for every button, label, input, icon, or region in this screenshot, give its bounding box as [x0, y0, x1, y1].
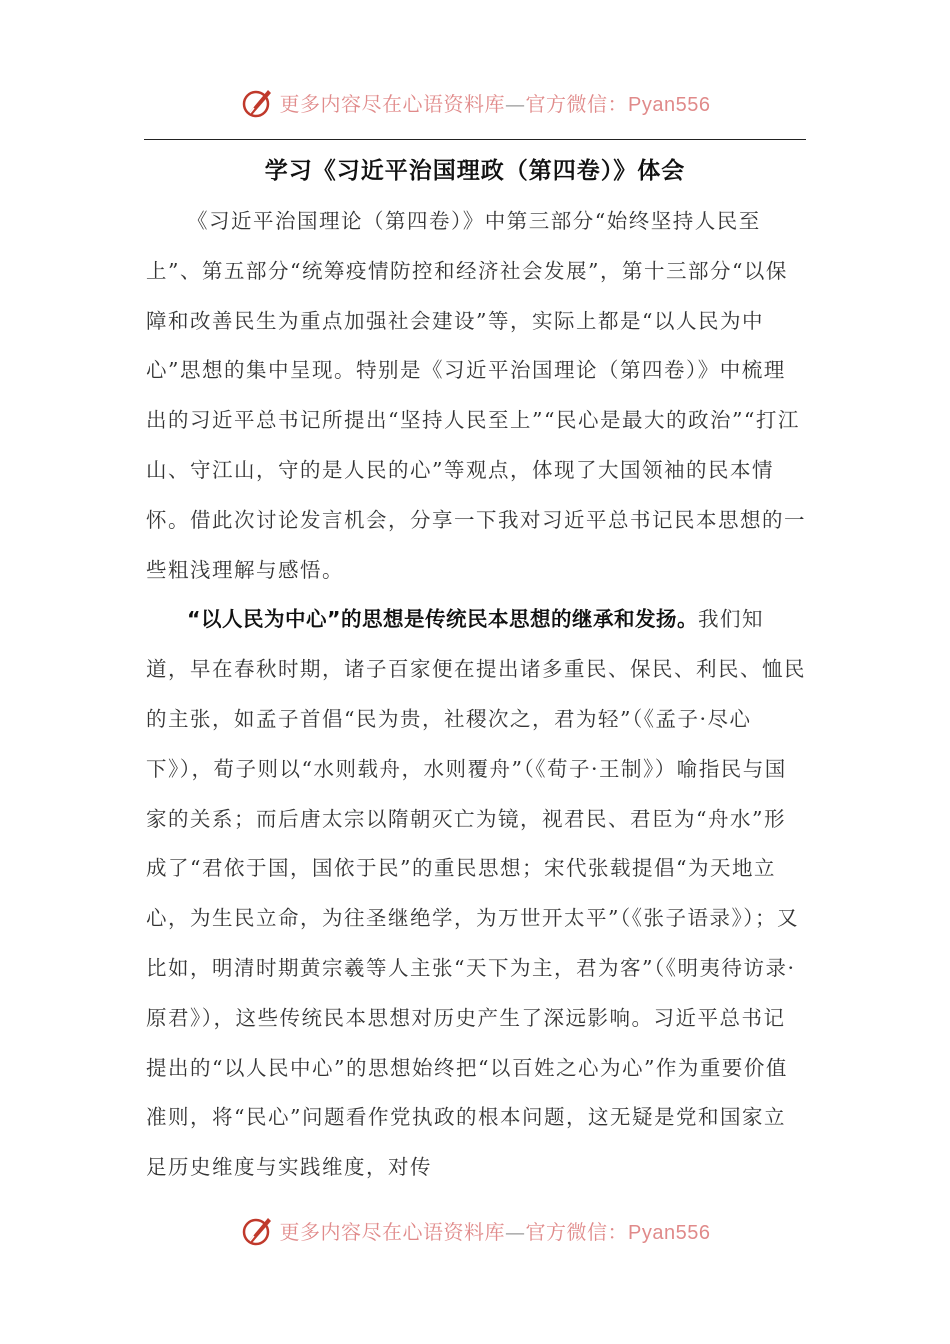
document-title: 学习《习近平治国理政（第四卷）》体会 [264, 158, 686, 184]
header-separator: — [505, 91, 526, 116]
quill-pen-logo-icon [240, 1212, 276, 1248]
footer-separator: — [505, 1219, 526, 1244]
footer-banner [0, 1210, 950, 1250]
footer-site-name: 更多内容尽在心语资料库 [279, 1219, 506, 1244]
header-divider [144, 139, 806, 140]
document-body [146, 197, 806, 1193]
paragraph-2 [146, 595, 806, 1193]
header-banner-text [280, 88, 711, 117]
paragraph-2-lead: “以人民为中心”的思想是传统民本思想的继承和发扬。 [187, 607, 698, 632]
header-wechat-label: 官方微信： [525, 91, 629, 116]
footer-wechat-label: 官方微信： [525, 1219, 629, 1244]
header-wechat-id: Pyan556 [628, 93, 711, 116]
header-banner [0, 82, 950, 122]
paragraph-1: 《习近平治国理论（第四卷）》中第三部分“始终坚持人民至上”、第五部分“统筹疫情防控和经济社会发展”，第十三部分“以保障和改善民生为重点加强社会建设”等，实际上都是“以人民为中心”思想的集中呈现。特别是《习近平治国理论（第四卷）》中梳理出的习近平总书记所提出“坚持人民至上”“民心是最大的政治”“打江山、守江山，守的是人民的心”等观点，体现了大国领袖的民本情怀。借此次讨论发言机会，分享一下我对习近平总书记民本思想的一些粗浅理解与感悟。 [146, 209, 806, 582]
footer-banner-text [280, 1216, 711, 1245]
header-site-name: 更多内容尽在心语资料库 [279, 91, 506, 116]
paragraph-2-text: 我们知道，早在春秋时期，诸子百家便在提出诸多重民、保民、利民、恤民的主张，如孟子首倡“民为贵，社稷次之，君为轻”（《孟子·尽心下》），荀子则以“水则载舟，水则覆舟”（《荀子·王制》）喻指民与国家的关系；而后唐太宗以隋朝灭亡为镜，视君民、君臣为“舟水”形成了“君依于国，国依于民”的重民思想；宋代张载提倡“为天地立心，为生民立命，为往圣继绝学，为万世开太平”（《张子语录》）；又比如，明清时期黄宗羲等人主张“天下为主，君为客”（《明夷待访录·原君》），这些传统民本思想对历史产生了深远影响。习近平总书记提出的“以人民中心”的思想始终把“以百姓之心为心”作为重要价值准则，将“民心”问题看作党执政的根本问题，这无疑是党和国家立足历史维度与实践维度，对传 [146, 607, 806, 1180]
footer-wechat-id: Pyan556 [628, 1221, 711, 1244]
quill-pen-logo-icon [240, 84, 276, 120]
